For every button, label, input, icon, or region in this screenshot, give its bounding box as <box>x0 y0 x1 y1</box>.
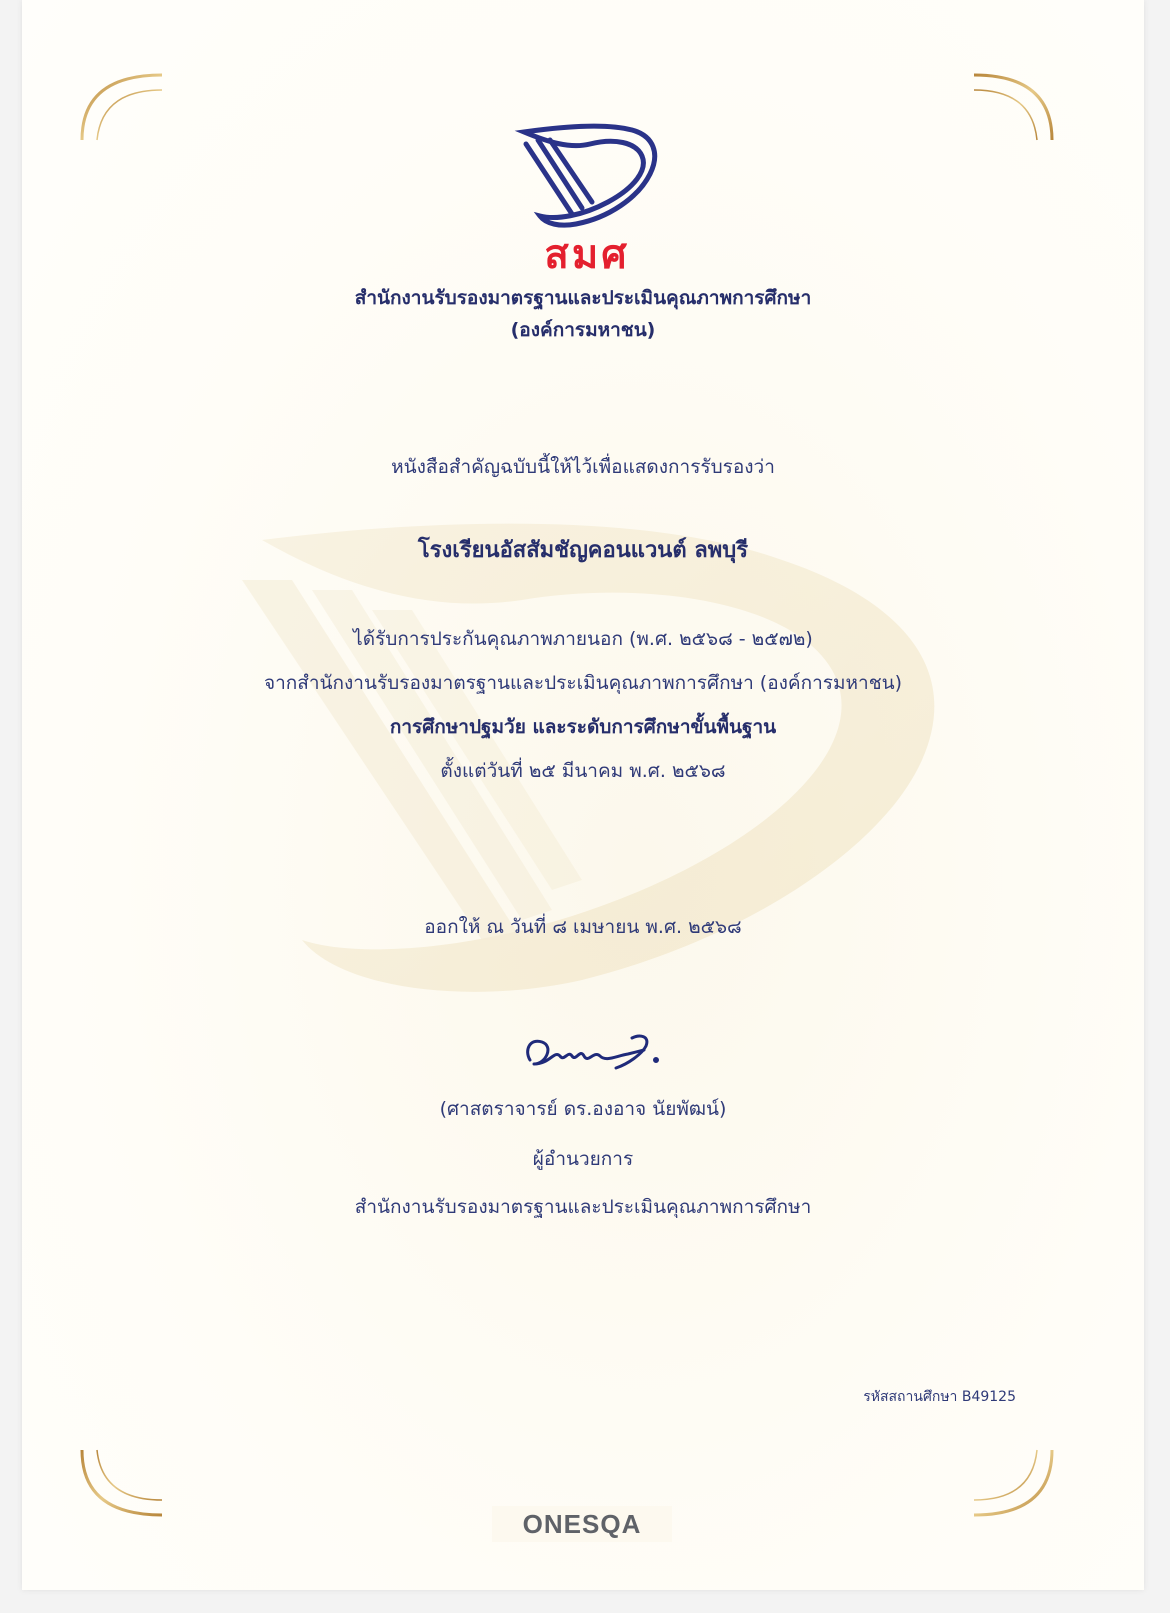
org-name: สำนักงานรับรองมาตรฐานและประเมินคุณภาพการศึกษา <box>354 287 812 309</box>
school-code: รหัสสถานศึกษา B49125 <box>863 1389 1016 1405</box>
school-name: โรงเรียนอัสสัมชัญคอนแวนต์ ลพบุรี <box>417 538 749 563</box>
from-line: จากสำนักงานรับรองมาตรฐานและประเมินคุณภาพการศึกษา (องค์การมหาชน) <box>263 672 903 694</box>
onesqa-emblem-icon <box>512 118 662 230</box>
assurance-line: ได้รับการประกันคุณภาพภายนอก (พ.ศ. ๒๕๖๘ - ๒๕๗๒) <box>353 628 813 650</box>
effective-date: ตั้งแต่วันที่ ๒๕ มีนาคม พ.ศ. ๒๕๖๘ <box>440 760 726 782</box>
director-signature <box>520 1020 670 1080</box>
onesqa-brand: ONESQA <box>492 1506 672 1542</box>
onesqa-wordmark: สมศ <box>544 232 630 278</box>
issue-date: ออกให้ ณ วันที่ ๘ เมษายน พ.ศ. ๒๕๖๘ <box>424 916 742 938</box>
org-type: (องค์การมหาชน) <box>510 319 656 341</box>
signatory-name: (ศาสตราจารย์ ดร.องอาจ นัยพัฒน์) <box>439 1098 727 1120</box>
signatory-organization: สำนักงานรับรองมาตรฐานและประเมินคุณภาพการศึกษา <box>354 1196 812 1218</box>
education-levels: การศึกษาปฐมวัย และระดับการศึกษาขั้นพื้นฐาน <box>389 716 777 738</box>
certificate-page <box>22 0 1144 1590</box>
signatory-position: ผู้อำนวยการ <box>532 1148 634 1170</box>
certificate-intro: หนังสือสำคัญฉบับนี้ให้ไว้เพื่อแสดงการรับรองว่า <box>391 456 775 478</box>
